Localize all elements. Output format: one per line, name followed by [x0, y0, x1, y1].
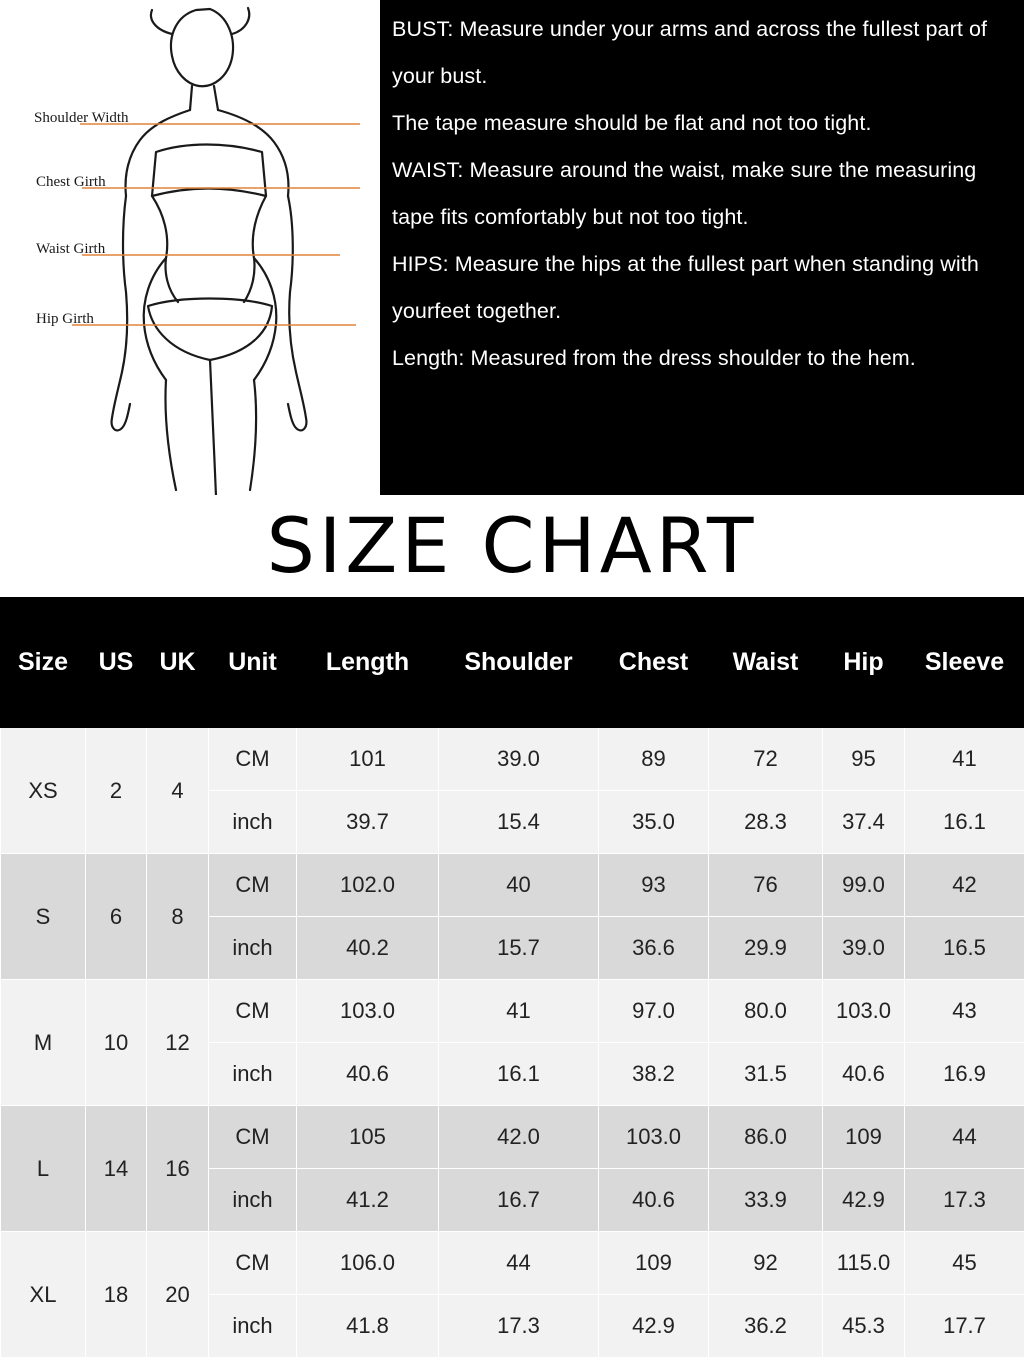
cell-unit: inch — [209, 1295, 297, 1358]
cell-unit: inch — [209, 791, 297, 854]
cell-shoulder: 15.4 — [439, 791, 599, 854]
cell-size: XS — [1, 728, 86, 854]
header-waist: Waist — [709, 598, 823, 728]
table-row — [1, 728, 1024, 791]
cell-unit: CM — [209, 854, 297, 917]
cell-sleeve: 16.9 — [905, 1043, 1024, 1106]
cell-waist: 31.5 — [709, 1043, 823, 1106]
instruction-waist: WAIST: Measure around the waist, make sure the measuring tape fits comfortably but not too tight. — [392, 158, 977, 229]
cell-waist: 80.0 — [709, 980, 823, 1043]
cell-sleeve: 16.1 — [905, 791, 1024, 854]
cell-waist: 36.2 — [709, 1295, 823, 1358]
cell-unit: CM — [209, 728, 297, 791]
cell-unit: inch — [209, 917, 297, 980]
cell-hip: 109 — [823, 1106, 905, 1169]
cell-shoulder: 40 — [439, 854, 599, 917]
header-uk: UK — [147, 598, 209, 728]
cell-hip: 99.0 — [823, 854, 905, 917]
cell-us: 10 — [86, 980, 147, 1106]
cell-unit: CM — [209, 980, 297, 1043]
table-row — [1, 1232, 1024, 1295]
cell-waist: 29.9 — [709, 917, 823, 980]
table-header-row — [1, 598, 1024, 728]
cell-hip: 95 — [823, 728, 905, 791]
header-size: Size — [1, 598, 86, 728]
cell-sleeve: 42 — [905, 854, 1024, 917]
header-shoulder: Shoulder — [439, 598, 599, 728]
cell-hip: 39.0 — [823, 917, 905, 980]
cell-chest: 40.6 — [599, 1169, 709, 1232]
page-title: SIZE CHART — [266, 501, 758, 590]
chest-girth-label: Chest Girth — [36, 174, 106, 190]
cell-size: L — [1, 1106, 86, 1232]
cell-sleeve: 16.5 — [905, 917, 1024, 980]
cell-length: 40.6 — [297, 1043, 439, 1106]
cell-hip: 37.4 — [823, 791, 905, 854]
instruction-length: Length: Measured from the dress shoulder to the hem. — [392, 346, 916, 370]
cell-length: 41.2 — [297, 1169, 439, 1232]
cell-size: M — [1, 980, 86, 1106]
cell-us: 2 — [86, 728, 147, 854]
header-hip: Hip — [823, 598, 905, 728]
header-unit: Unit — [209, 598, 297, 728]
cell-us: 14 — [86, 1106, 147, 1232]
cell-sleeve: 43 — [905, 980, 1024, 1043]
cell-uk: 16 — [147, 1106, 209, 1232]
cell-us: 18 — [86, 1232, 147, 1358]
cell-chest: 93 — [599, 854, 709, 917]
page-title-container — [0, 495, 1024, 597]
cell-length: 39.7 — [297, 791, 439, 854]
cell-unit: CM — [209, 1232, 297, 1295]
cell-chest: 103.0 — [599, 1106, 709, 1169]
cell-unit: CM — [209, 1106, 297, 1169]
cell-sleeve: 17.3 — [905, 1169, 1024, 1232]
cell-length: 41.8 — [297, 1295, 439, 1358]
cell-waist: 72 — [709, 728, 823, 791]
cell-hip: 115.0 — [823, 1232, 905, 1295]
waist-girth-label: Waist Girth — [36, 241, 106, 257]
cell-unit: inch — [209, 1043, 297, 1106]
cell-chest: 89 — [599, 728, 709, 791]
cell-waist: 92 — [709, 1232, 823, 1295]
cell-shoulder: 44 — [439, 1232, 599, 1295]
cell-chest: 35.0 — [599, 791, 709, 854]
instruction-tape: The tape measure should be flat and not too tight. — [392, 111, 872, 135]
shoulder-width-label: Shoulder Width — [34, 110, 129, 126]
cell-sleeve: 41 — [905, 728, 1024, 791]
cell-us: 6 — [86, 854, 147, 980]
cell-length: 106.0 — [297, 1232, 439, 1295]
instruction-bust: BUST: Measure under your arms and across the fullest part of your bust. — [392, 17, 988, 88]
cell-chest: 36.6 — [599, 917, 709, 980]
table-row — [1, 1106, 1024, 1169]
cell-chest: 38.2 — [599, 1043, 709, 1106]
cell-length: 40.2 — [297, 917, 439, 980]
body-measurement-figure — [0, 0, 380, 500]
cell-length: 103.0 — [297, 980, 439, 1043]
cell-uk: 4 — [147, 728, 209, 854]
cell-hip: 45.3 — [823, 1295, 905, 1358]
cell-waist: 28.3 — [709, 791, 823, 854]
table-row — [1, 854, 1024, 917]
cell-shoulder: 17.3 — [439, 1295, 599, 1358]
cell-hip: 103.0 — [823, 980, 905, 1043]
cell-hip: 40.6 — [823, 1043, 905, 1106]
size-chart-table-container — [0, 597, 1024, 1358]
cell-chest: 97.0 — [599, 980, 709, 1043]
header-length: Length — [297, 598, 439, 728]
cell-uk: 8 — [147, 854, 209, 980]
cell-length: 102.0 — [297, 854, 439, 917]
cell-length: 101 — [297, 728, 439, 791]
cell-waist: 33.9 — [709, 1169, 823, 1232]
cell-chest: 42.9 — [599, 1295, 709, 1358]
cell-sleeve: 44 — [905, 1106, 1024, 1169]
cell-shoulder: 42.0 — [439, 1106, 599, 1169]
size-chart-table — [0, 597, 1024, 1358]
header-chest: Chest — [599, 598, 709, 728]
cell-chest: 109 — [599, 1232, 709, 1295]
cell-hip: 42.9 — [823, 1169, 905, 1232]
cell-waist: 76 — [709, 854, 823, 917]
instruction-hips: HIPS: Measure the hips at the fullest part when standing with yourfeet together. — [392, 252, 979, 323]
cell-shoulder: 41 — [439, 980, 599, 1043]
header-sleeve: Sleeve — [905, 598, 1024, 728]
measurement-instructions — [380, 0, 1024, 500]
cell-sleeve: 45 — [905, 1232, 1024, 1295]
cell-uk: 20 — [147, 1232, 209, 1358]
cell-sleeve: 17.7 — [905, 1295, 1024, 1358]
cell-size: S — [1, 854, 86, 980]
cell-waist: 86.0 — [709, 1106, 823, 1169]
hip-girth-label: Hip Girth — [36, 311, 94, 327]
top-section — [0, 0, 1024, 500]
cell-length: 105 — [297, 1106, 439, 1169]
cell-uk: 12 — [147, 980, 209, 1106]
cell-shoulder: 39.0 — [439, 728, 599, 791]
cell-shoulder: 16.1 — [439, 1043, 599, 1106]
cell-shoulder: 15.7 — [439, 917, 599, 980]
table-row — [1, 980, 1024, 1043]
cell-size: XL — [1, 1232, 86, 1358]
cell-shoulder: 16.7 — [439, 1169, 599, 1232]
cell-unit: inch — [209, 1169, 297, 1232]
header-us: US — [86, 598, 147, 728]
